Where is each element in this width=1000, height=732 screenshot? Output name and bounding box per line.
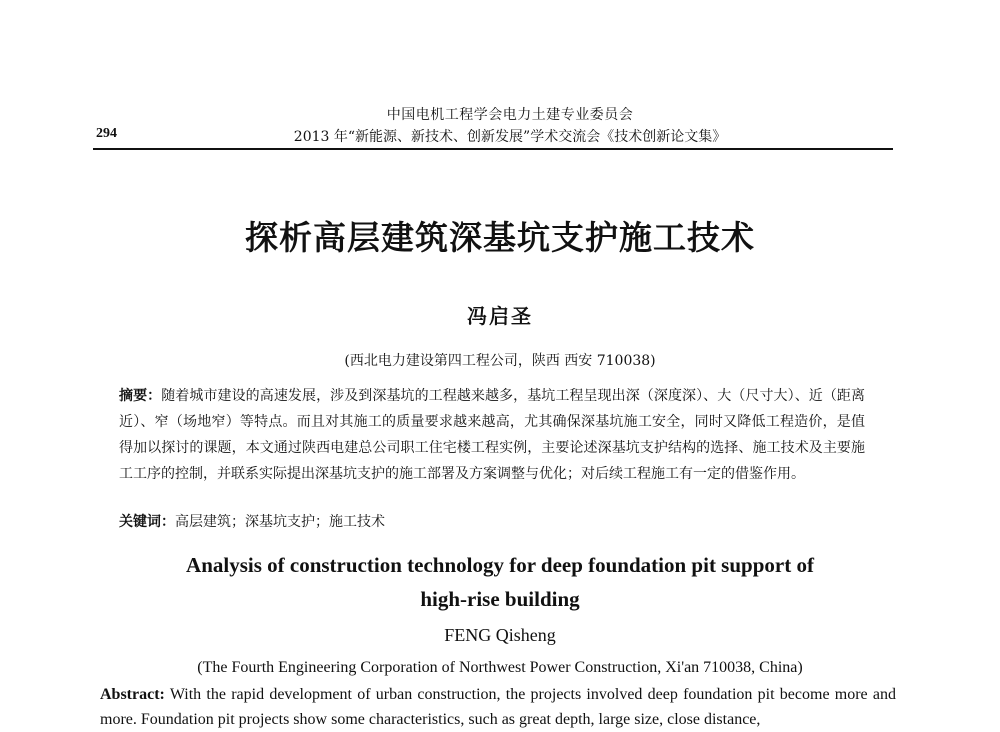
english-abstract-label: Abstract: (100, 686, 165, 703)
chinese-abstract (119, 383, 865, 487)
journal-header-line1: 中国电机工程学会电力土建专业委员会 (386, 107, 634, 123)
header-rule (93, 148, 893, 150)
journal-header-line2: 2013 年“新能源、新技术、创新发展”学术交流会《技术创新论文集》 (293, 129, 727, 145)
page-number: 294 (96, 126, 117, 141)
english-title (100, 548, 900, 616)
chinese-abstract-text: 随着城市建设的高速发展，涉及到深基坑的工程越来越多，基坑工程呈现出深（深度深）、大（尺寸大）、近（距离近）、窄（场地窄）等特点。而且对其施工的质量要求越来越高，尤其确保深基坑施工安全，同时又降低工程造价，是值得加以探讨的课题，本文通过陕西电建总公司职工住宅楼工程实例，主要论述深基坑支护结构的选择、施工技术及主要施工工序的控制，并联系实际提出深基坑支护的施工部署及方案调整与优化；对后续工程施工有一定的借鉴作用。 (119, 388, 866, 482)
chinese-author: 冯启圣 (467, 304, 533, 328)
english-title-line2: high-rise building (420, 587, 580, 611)
chinese-keywords-text: 高层建筑；深基坑支护；施工技术 (175, 514, 385, 530)
chinese-title: 探析高层建筑深基坑支护施工技术 (245, 218, 755, 257)
chinese-abstract-label: 摘要： (119, 388, 162, 404)
chinese-keywords-label: 关键词： (119, 514, 175, 530)
english-title-line1: Analysis of construction technology for deep foundation pit support of (186, 553, 814, 577)
english-abstract (100, 682, 896, 732)
english-affiliation: (The Fourth Engineering Corporation of Northwest Power Construction, Xi'an 710038, China) (197, 659, 803, 676)
chinese-affiliation: (西北电力建设第四工程公司，陕西 西安 710038) (344, 353, 656, 369)
chinese-keywords (119, 511, 865, 531)
english-author: FENG Qisheng (444, 625, 556, 645)
english-abstract-text: With the rapid development of urban construction, the projects involved deep foundation pit become more and more. Foundation pit projects show some characteristics, such as great depth, large size, close distance, (100, 686, 896, 728)
